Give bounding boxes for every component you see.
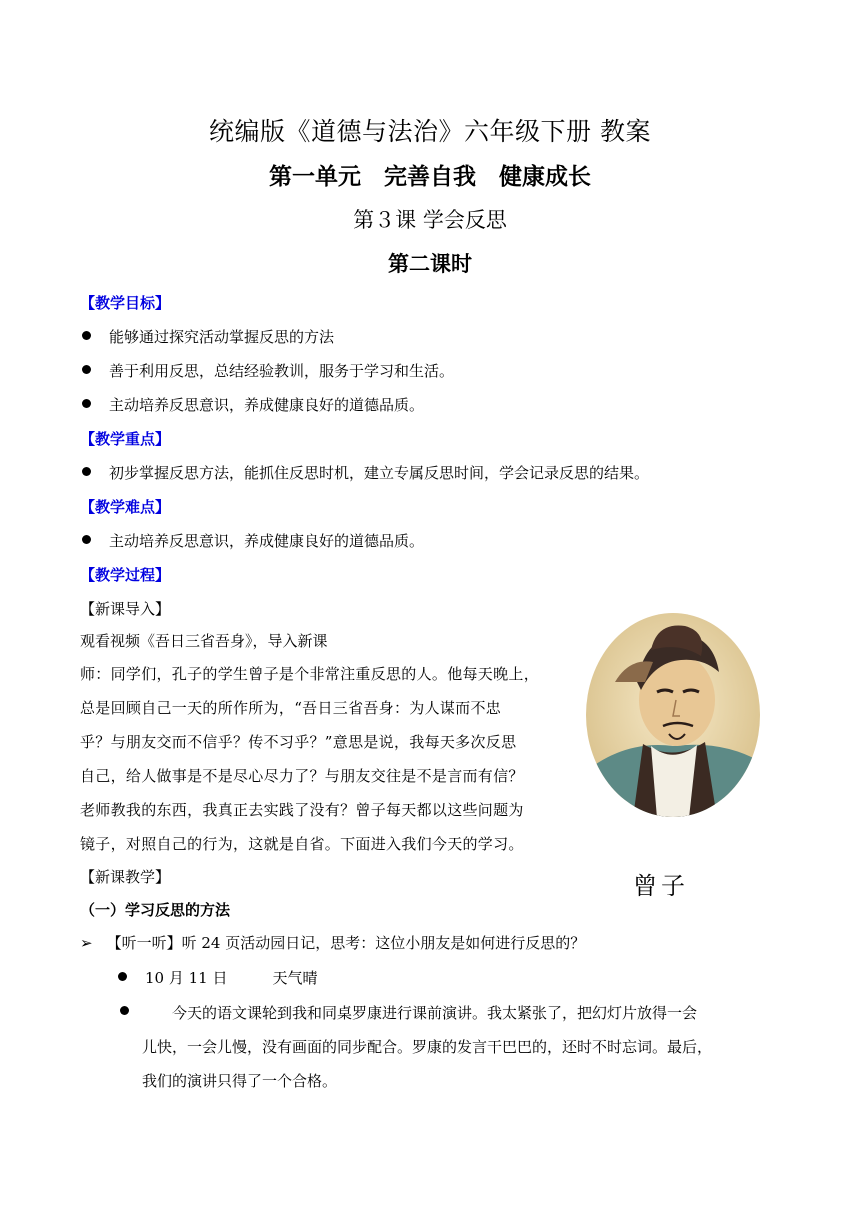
bullet-icon (82, 535, 91, 544)
teaching-label: 【新课教学】 (80, 868, 171, 886)
intro-label: 【新课导入】 (80, 600, 171, 618)
difficulty-heading: 【教学难点】 (80, 498, 171, 516)
lesson-title: 第３课 学会反思 (353, 208, 507, 232)
goal-item: 善于利用反思，总结经验教训，服务于学习和生活。 (80, 360, 454, 381)
bullet-icon (82, 365, 91, 374)
period-title: 第二课时 (388, 252, 472, 276)
process-heading: 【教学过程】 (80, 566, 171, 584)
diary-date-item: 10 月 11 日 天气晴 (116, 967, 317, 988)
portrait-caption: 曾子 (633, 872, 689, 900)
unit-title: 第一单元 完善自我 健康成长 (269, 164, 591, 190)
intro-video-line: 观看视频《吾日三省吾身》，导入新课 (80, 632, 328, 650)
goal-item: 主动培养反思意识，养成健康良好的道德品质。 (80, 394, 424, 415)
goal-item: 能够通过探究活动掌握反思的方法 (80, 326, 334, 347)
goals-heading: 【教学目标】 (80, 294, 171, 312)
method-subheading: （一）学习反思的方法 (80, 901, 231, 919)
bullet-icon (82, 331, 91, 340)
document-title: 统编版《道德与法治》六年级下册 教案 (209, 117, 651, 146)
key-points-heading: 【教学重点】 (80, 430, 171, 448)
bullet-icon (120, 1006, 129, 1015)
bullet-icon (82, 399, 91, 408)
arrow-bullet-icon: ➢ (80, 934, 93, 952)
zengzi-portrait-image (585, 612, 761, 818)
diary-paragraph: 今天的语文课轮到我和同桌罗康进行课前演讲。我太紧张了，把幻灯片放得一会 儿快，一会儿慢，没有画面的同步配合。罗康的发言干巴巴的，还时不时忘词。最后， 我们的演讲只得了一个合格。 (142, 1004, 713, 1090)
key-point-item: 初步掌握反思方法，能抓住反思时机，建立专属反思时间，学会记录反思的结果。 (80, 462, 649, 483)
bullet-icon (118, 972, 127, 981)
listen-activity: ➢ 【听一听】听 24 页活动园日记，思考：这位小朋友是如何进行反思的？ (80, 934, 586, 952)
bullet-icon (82, 467, 91, 476)
intro-paragraph: 师：同学们，孔子的学生曾子是个非常注重反思的人。他每天晚上， 总是回顾自己一天的所作所为，“吾日三省吾身：为人谋而不忠 乎？与朋友交而不信乎？传不习乎？”意思是说，我每天多次反思 自己，给人做事是不是尽心尽力了？与朋友交往是不是言而有信？ 老师教我的东西，我真正去实践了没有？曾子每天都以这些问题为 镜子，对照自己的行为，这就是自省。下面进入我们今天的学习。 (80, 665, 540, 853)
difficulty-item: 主动培养反思意识，养成健康良好的道德品质。 (80, 530, 424, 551)
